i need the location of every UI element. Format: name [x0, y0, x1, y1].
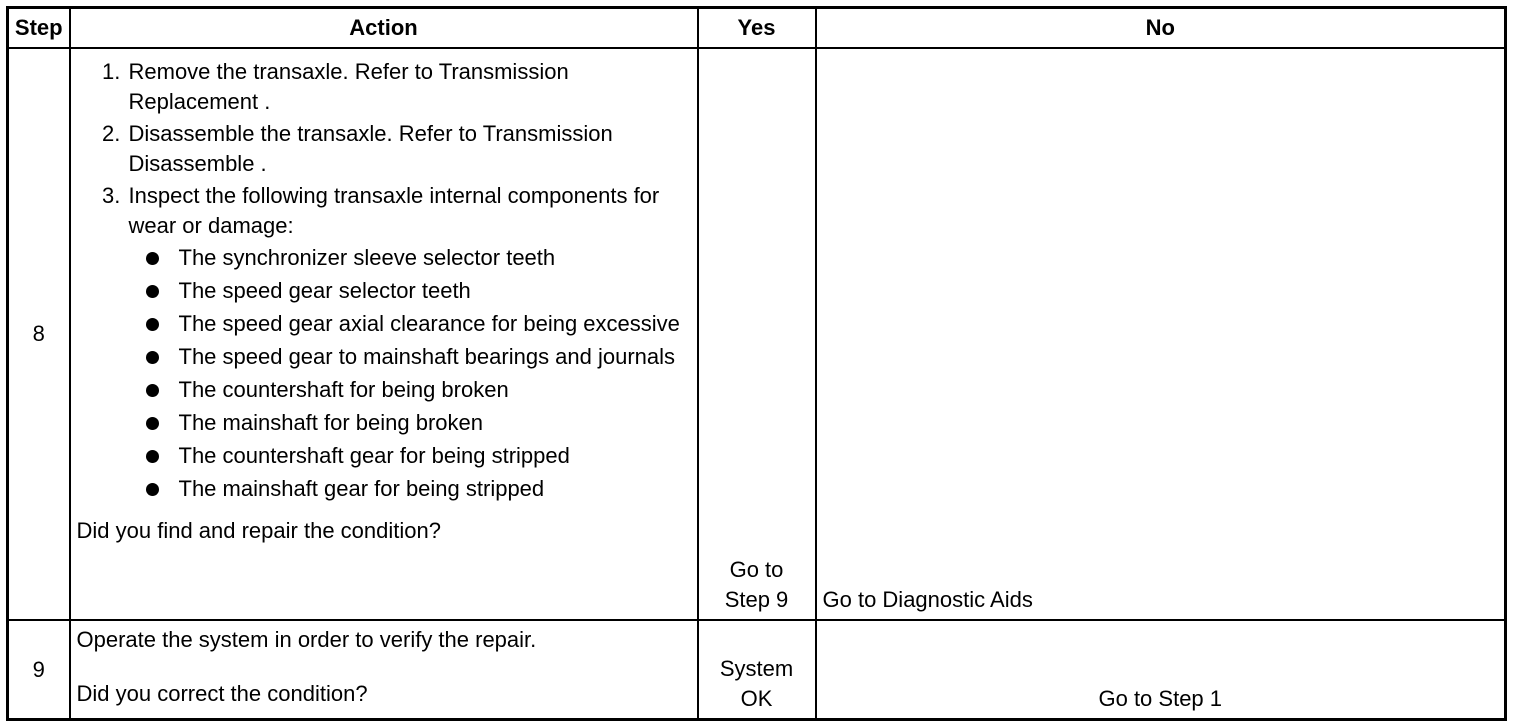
bullet-item	[179, 309, 691, 339]
no-cell: Go to Step 1	[816, 620, 1506, 720]
numbered-step	[127, 181, 691, 504]
bullet-text: The countershaft for being broken	[178, 377, 509, 402]
numbered-step: 1. Remove the transaxle. Refer to Transmission Replacement .	[127, 57, 691, 117]
question-text: Did you correct the condition?	[76, 681, 368, 706]
yes-line-1: System	[719, 656, 794, 681]
yes-line-1: Go to	[729, 557, 784, 582]
diagnostic-table	[6, 6, 1507, 721]
yes-cell	[698, 48, 816, 620]
inspection-bullets	[129, 243, 691, 504]
numbered-step: 2. Disassemble the transaxle. Refer to Transmission Disassemble .	[127, 119, 691, 179]
header-step: Step	[8, 8, 70, 49]
bullet-icon	[146, 285, 159, 298]
bullet-item	[179, 408, 691, 438]
bullet-item	[179, 474, 691, 504]
bullet-text: The countershaft gear for being stripped	[178, 443, 570, 468]
bullet-icon	[146, 351, 159, 364]
step-number: 8	[8, 48, 70, 620]
bullet-icon	[146, 483, 159, 496]
bullet-text: The synchronizer sleeve selector teeth	[178, 245, 556, 270]
table-row-step-9	[8, 620, 1506, 720]
header-action: Action	[70, 8, 698, 49]
yes-line-2: OK	[740, 686, 773, 711]
bullet-item	[179, 441, 691, 471]
bullet-item	[179, 276, 691, 306]
bullet-icon	[146, 417, 159, 430]
bullet-icon	[146, 318, 159, 331]
question-text: Did you find and repair the condition?	[76, 518, 441, 543]
bullet-text: The mainshaft gear for being stripped	[178, 476, 545, 501]
bullet-item	[179, 243, 691, 273]
yes-cell	[698, 620, 816, 720]
table-header-row	[8, 8, 1506, 49]
bullet-item	[179, 342, 691, 372]
action-cell	[70, 48, 698, 620]
yes-line-2: Step 9	[724, 587, 789, 612]
no-cell: Go to Diagnostic Aids	[816, 48, 1506, 620]
bullet-icon	[146, 384, 159, 397]
numbered-steps	[77, 57, 691, 504]
instruction-text: Operate the system in order to verify the repair.	[76, 627, 537, 652]
action-cell	[70, 620, 698, 720]
bullet-text: The speed gear to mainshaft bearings and journals	[178, 344, 676, 369]
bullet-text: The speed gear axial clearance for being excessive	[178, 311, 680, 336]
bullet-text: The speed gear selector teeth	[178, 278, 471, 303]
bullet-icon	[146, 450, 159, 463]
numbered-step-text: Inspect the following transaxle internal components for wear or damage:	[128, 183, 660, 238]
header-no: No	[816, 8, 1506, 49]
bullet-item	[179, 375, 691, 405]
bullet-icon	[146, 252, 159, 265]
header-yes: Yes	[698, 8, 816, 49]
table-row-step-8	[8, 48, 1506, 620]
bullet-text: The mainshaft for being broken	[178, 410, 484, 435]
step-number: 9	[8, 620, 70, 720]
